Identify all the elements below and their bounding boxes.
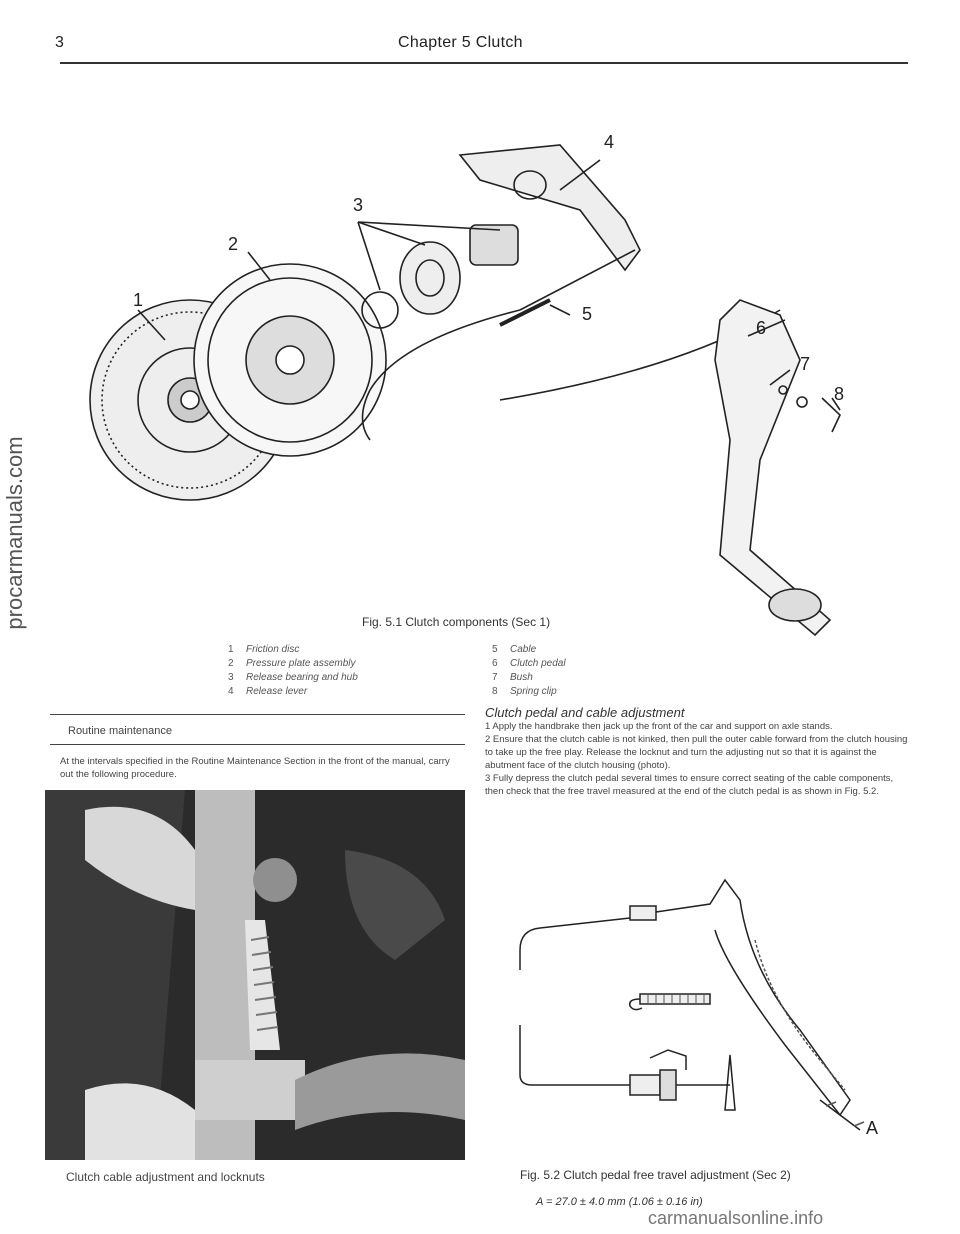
watermark-left: procarmanuals.com: [2, 436, 27, 630]
adjustment-step-1: 1 Apply the handbrake then jack up the front of the car and support on axle stands.: [485, 721, 833, 732]
legend-item: 8 Spring clip: [492, 686, 557, 697]
figure-5-2-caption: Fig. 5.2 Clutch pedal free travel adjustment (Sec 2): [520, 1168, 791, 1182]
chapter-title: Chapter 5 Clutch: [398, 34, 523, 51]
callout-7: 7: [800, 354, 811, 374]
section-rule-top: [50, 714, 465, 715]
section-rule-bottom: [50, 744, 465, 745]
figure-5-1-legend-left: [228, 643, 458, 699]
figure-5-1-legend-right: [492, 643, 692, 699]
clutch-cable-photo: [45, 790, 465, 1160]
legend-item: 2 Pressure plate assembly: [228, 658, 356, 669]
pedal-free-travel-diagram: [500, 870, 900, 1140]
legend-item: 4 Release lever: [228, 686, 308, 697]
legend-item: 1 Friction disc: [228, 644, 300, 655]
routine-heading: Routine maintenance: [68, 725, 172, 737]
watermark-bottom: carmanualsonline.info: [648, 1208, 824, 1228]
header-rule: [60, 62, 908, 64]
callout-2: 2: [228, 234, 239, 254]
adjustment-heading: Clutch pedal and cable adjustment: [485, 705, 685, 720]
callout-1: 1: [133, 290, 144, 310]
free-travel-formula: A = 27.0 ± 4.0 mm (1.06 ± 0.16 in): [536, 1196, 703, 1208]
page-number: 3: [55, 34, 64, 51]
callout-a: A: [866, 1118, 879, 1138]
adjustment-steps: [485, 720, 913, 798]
callout-3: 3: [353, 195, 364, 215]
callout-4: 4: [604, 132, 615, 152]
callout-6: 6: [756, 318, 767, 338]
callout-8: 8: [834, 384, 845, 404]
clutch-components-diagram: [80, 100, 880, 640]
legend-item: 6 Clutch pedal: [492, 658, 566, 669]
callout-5: 5: [582, 304, 593, 324]
legend-item: 5 Cable: [492, 644, 537, 655]
adjustment-step-3: 3 Fully depress the clutch pedal several times to ensure correct seating of the cable components, then check that the free travel measured at the end of the clutch pedal is as shown in Fig. 5.2.: [485, 773, 894, 797]
photo-caption: Clutch cable adjustment and locknuts: [66, 1170, 265, 1184]
legend-item: 7 Bush: [492, 672, 533, 683]
photo-illustration: [45, 790, 465, 1160]
adjustment-step-2: 2 Ensure that the clutch cable is not kinked, then pull the outer cable forward from the clutch housing to take up the free play. Release the locknut and turn the adjusting nut so that it is against the abutment face of the clutch housing (photo).: [485, 734, 908, 771]
legend-item: 3 Release bearing and hub: [228, 672, 358, 683]
routine-body: At the intervals specified in the Routine Maintenance Section in the front of the manual, carry out the following procedure.: [60, 756, 450, 780]
figure-5-1-caption: Fig. 5.1 Clutch components (Sec 1): [362, 615, 551, 629]
